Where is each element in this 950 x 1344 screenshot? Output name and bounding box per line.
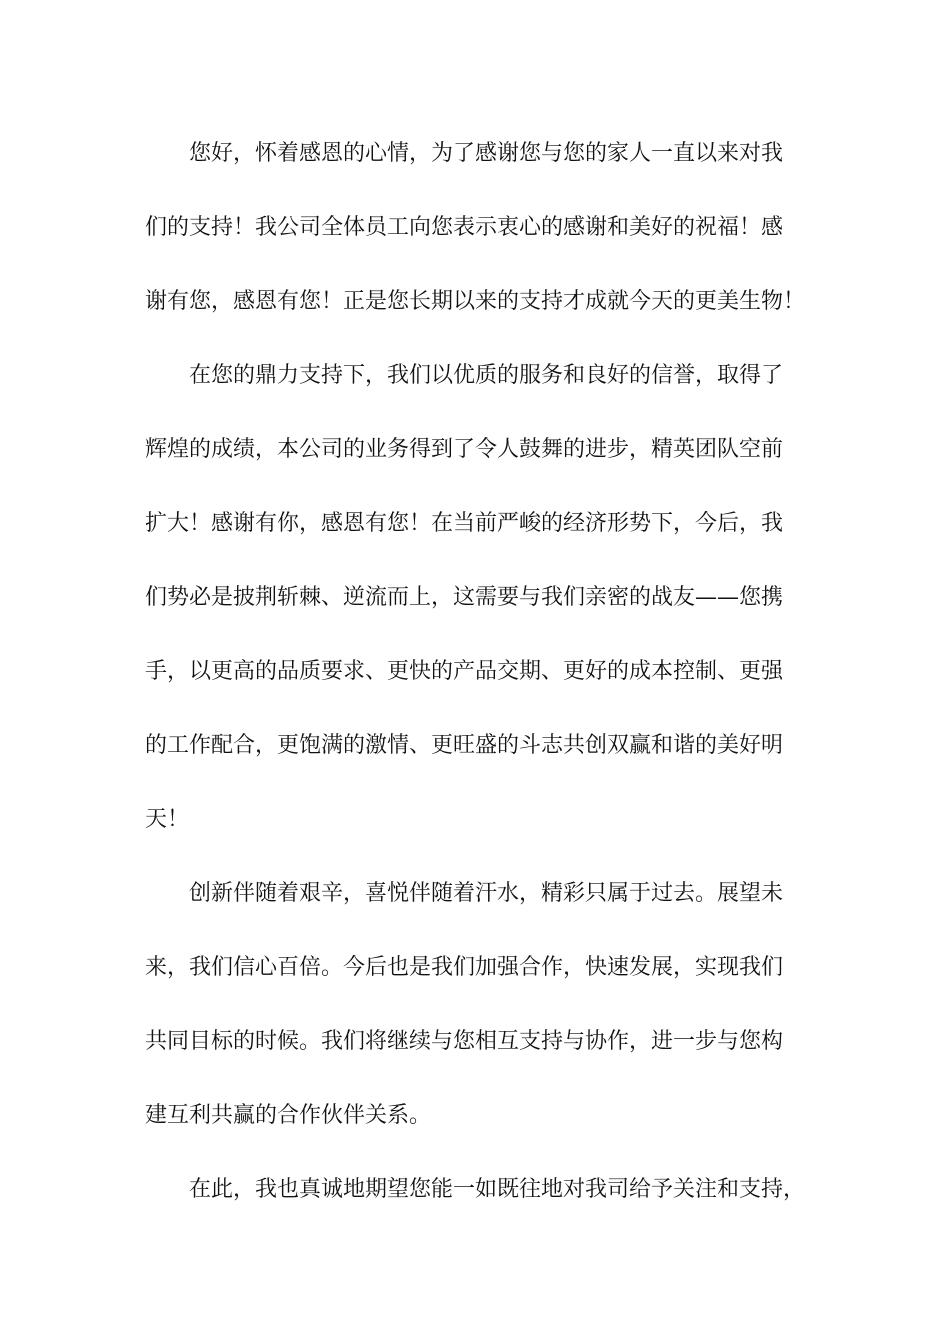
paragraph-line: 来，我们信心百倍。今后也是我们加强合作，快速发展，实现我们 <box>145 955 784 980</box>
paragraph-line: 您好，怀着感恩的心情，为了感谢您与您的家人一直以来对我 <box>189 141 784 166</box>
paragraph-support <box>145 349 845 847</box>
paragraph-line: 天！ <box>145 807 190 832</box>
paragraph-line: 谢有您，感恩有您！正是您长期以来的支持才成就今天的更美生物！ <box>145 289 806 314</box>
paragraph-line: 辉煌的成绩，本公司的业务得到了令人鼓舞的进步，精英团队空前 <box>145 437 784 462</box>
paragraph-future <box>145 867 845 1143</box>
paragraph-line: 扩大！感谢有你，感恩有您！在当前严峻的经济形势下，今后，我 <box>145 511 784 536</box>
paragraph-line: 们势必是披荆斩棘、逆流而上，这需要与我们亲密的战友——您携 <box>145 585 784 610</box>
paragraph-line: 共同目标的时候。我们将继续与您相互支持与协作，进一步与您构 <box>145 1029 784 1054</box>
paragraph-line: 在此，我也真诚地期望您能一如既往地对我司给予关注和支持， <box>189 1177 806 1202</box>
paragraph-line: 在您的鼎力支持下，我们以优质的服务和良好的信誉，取得了 <box>189 363 784 388</box>
document-body <box>145 127 845 1217</box>
paragraph-line: 手，以更高的品质要求、更快的产品交期、更好的成本控制、更强 <box>145 659 784 684</box>
paragraph-closing <box>145 1163 845 1217</box>
paragraph-line: 们的支持！我公司全体员工向您表示衷心的感谢和美好的祝福！感 <box>145 215 784 240</box>
paragraph-line: 的工作配合，更饱满的激情、更旺盛的斗志共创双赢和谐的美好明 <box>145 733 784 758</box>
paragraph-thanks <box>145 127 845 329</box>
paragraph-line: 创新伴随着艰辛，喜悦伴随着汗水，精彩只属于过去。展望未 <box>189 881 784 906</box>
paragraph-line: 建互利共赢的合作伙伴关系。 <box>145 1103 432 1128</box>
